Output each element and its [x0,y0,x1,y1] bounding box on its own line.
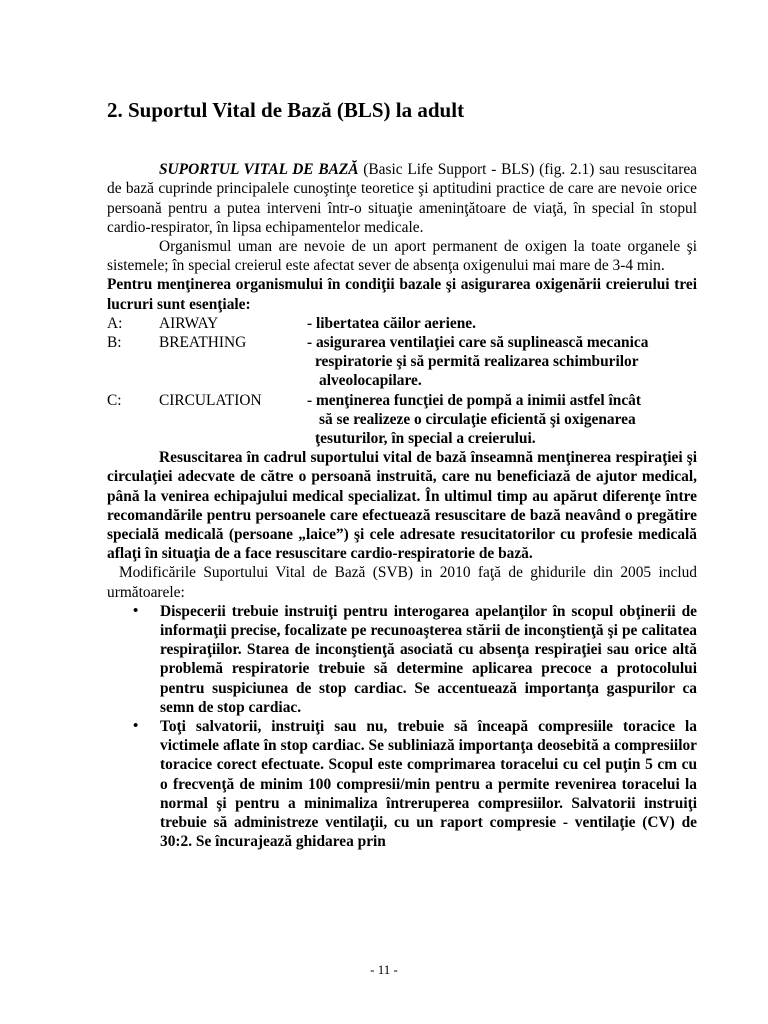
abc-definition-cont: să se realizeze o circulaţie eficientă şi oxigenarea [319,410,636,428]
abc-item-c-cont2 [107,429,697,448]
abc-definition: - menţinerea funcţiei de pompă a inimii astfel încât [307,391,642,409]
intro-term: SUPORTUL VITAL DE BAZĂ [159,161,359,179]
abc-letter: C: [107,391,122,409]
intro-paragraph [107,160,697,237]
intro-text: (Basic Life Support - BLS) (fig. 2.1) sau resuscitarea de bază cuprinde principalele cunoştinţe teoretice şi aptitudini practice de care are nevoie orice persoană pentru a putea interveni într-o situaţie ameninţătoare de viaţă, în special în stopul cardio-respirator, în lipsa echipamentelor medicale. [107,161,697,236]
abc-list [107,314,697,448]
list-item: • Toţi salvatorii, instruiţi sau nu, trebuie să înceapă compresiile toracice la victimele aflate în stop cardiac. Se subliniază importanţa deosebită a compresiilor toracice corect efectuate. Scopul este comprimarea toracelui cu cel puţin 5 cm cu o frecvenţă de minim 100 compresii/min pentru a permite revenirea toracelui la normal şi pentru a minimaliza întreruperea compresiilor. Salvatorii instruiţi trebuie să administreze ventilaţii, cu un raport compresie - ventilaţie (CV) de 30:2. Se încurajează ghidarea prin [107,717,697,851]
page-number: - 11 - [370,962,398,977]
abc-definition: - asigurarea ventilaţiei care să suplinească mecanica [307,334,649,352]
abc-item-c [107,391,697,410]
paragraph-essentials: Pentru menţinerea organismului în condiţii bazale şi asigurarea oxigenării creierului trei lucruri sunt esenţiale: [107,276,697,313]
abc-item-b-cont2 [107,371,697,390]
abc-item-c-cont1 [107,410,697,429]
paragraph-modifications: Modificările Suportului Vital de Bază (SVB) in 2010 faţă de ghidurile din 2005 includ următoarele: [107,564,697,601]
abc-definition-cont: respiratorie şi să permită realizarea schimburilor [315,353,639,371]
abc-definition: - libertatea căilor aeriene. [307,314,476,332]
modifications-list [107,602,697,852]
abc-item-b [107,333,697,352]
abc-term: CIRCULATION [159,391,262,409]
list-item: • Dispecerii trebuie instruiţi pentru interogarea apelanţilor în scopul obţinerii de informaţii precise, focalizate pe recunoaşterea stării de inconştienţă şi pe calitatea respiraţiilor. Starea de inconştienţă asociată cu absenţa respiraţiei sau orice altă problemă respiratorie trebuie să determine aplicarea precoce a protocolului pentru suspiciunea de stop cardiac. Se accentuează importanţa gaspurilor ca semn de stop cardiac. [107,602,697,717]
paragraph-resuscitation: Resuscitarea în cadrul suportului vital de bază înseamnă menţinerea respiraţiei şi circulaţiei adecvate de către o persoană instruită, care nu beneficiază de ajutor medical, până la venirea echipajului medical specializat. În ultimul timp au apărut diferenţe între recomandările pentru persoanele care efectuează resuscitare de bază neavând o pregătire specială medicală (persoane „laice”) şi cele adresate resucitatorilor cu profesie medicală aflaţi în situaţia de a face resuscitare cardio-respiratorie de bază. [107,449,697,563]
document-page [107,98,697,852]
abc-item-b-cont1 [107,352,697,371]
abc-letter: B: [107,334,122,352]
paragraph-oxygen: Organismul uman are nevoie de un aport permanent de oxigen la toate organele şi sistemele; în special creierul este afectat sever de absenţa oxigenului mai mare de 3-4 min. [107,238,697,275]
abc-definition-cont: alveolocapilare. [319,372,422,390]
abc-definition-cont: ţesuturilor, în special a creierului. [315,430,536,448]
abc-item-a [107,314,697,333]
section-heading: 2. Suportul Vital de Bază (BLS) la adult [107,98,465,122]
abc-term: BREATHING [159,334,247,352]
abc-letter: A: [107,314,123,332]
abc-term: AIRWAY [159,314,219,332]
